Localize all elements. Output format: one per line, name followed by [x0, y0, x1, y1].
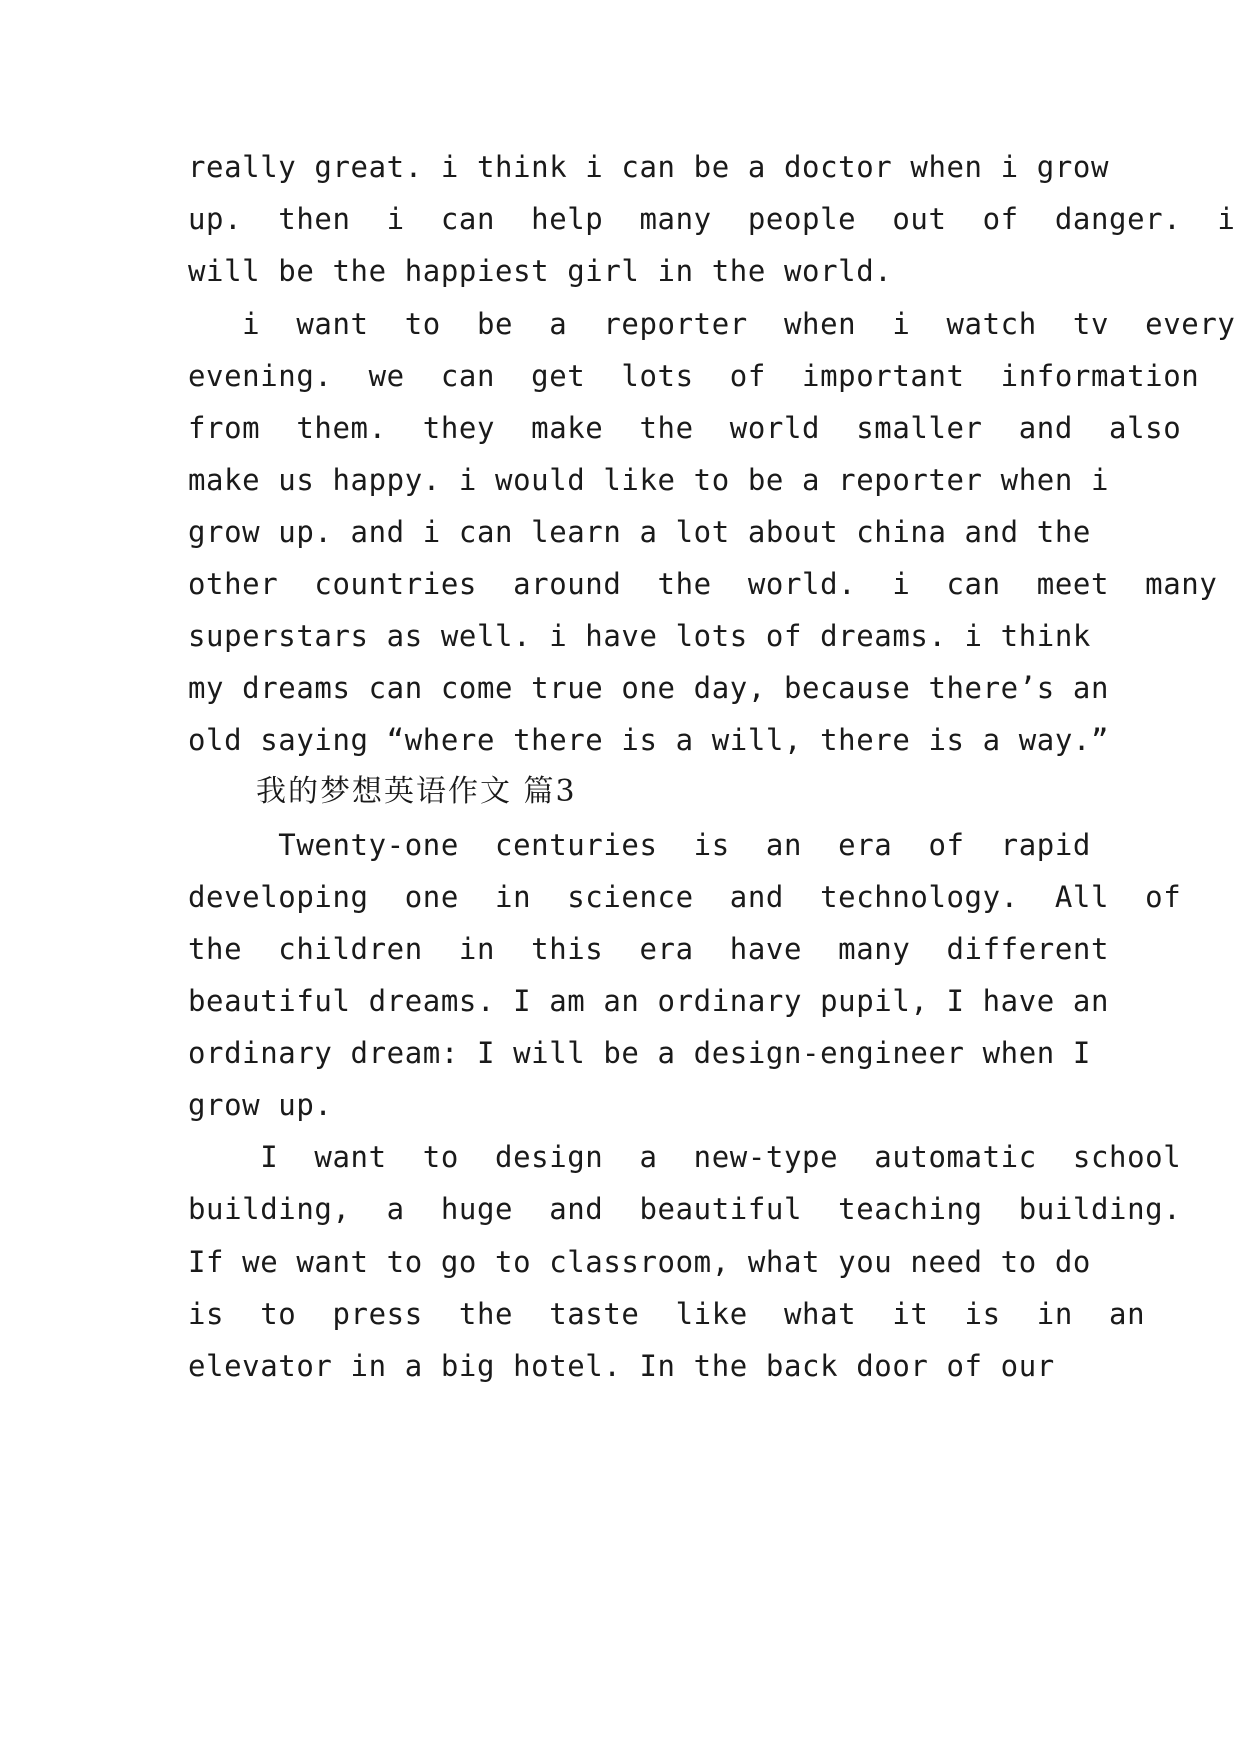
- text-line: elevator in a big hotel. In the back door of our: [188, 1349, 1055, 1383]
- text-line: other countries around the world. i can meet many: [188, 567, 1218, 601]
- text-line: beautiful dreams. I am an ordinary pupil, I have an: [188, 984, 1110, 1018]
- text-line: developing one in science and technology. All of: [188, 880, 1182, 914]
- text-line: I want to design a new-type automatic school: [188, 1140, 1182, 1174]
- text-line: the children in this era have many different: [188, 932, 1110, 966]
- text-line: from them. they make the world smaller and also: [188, 411, 1182, 445]
- text-line: evening. we can get lots of important information: [188, 359, 1200, 393]
- text-line: will be the happiest girl in the world.: [188, 254, 893, 288]
- text-line: my dreams can come true one day, because there’s an: [188, 671, 1110, 705]
- text-line: old saying “where there is a will, there is a way.”: [188, 723, 1110, 757]
- text-line: is to press the taste like what it is in an: [188, 1297, 1146, 1331]
- section-heading: 我的梦想英语作文 篇3: [256, 774, 577, 809]
- text-line: If we want to go to classroom, what you need to do: [188, 1245, 1091, 1279]
- text-line: ordinary dream: I will be a design-engineer when I: [188, 1036, 1091, 1070]
- text-line: grow up. and i can learn a lot about china and the: [188, 515, 1091, 549]
- text-line: grow up.: [188, 1088, 333, 1122]
- text-line: Twenty-one centuries is an era of rapid: [188, 828, 1091, 862]
- text-line: up. then i can help many people out of danger. i: [188, 202, 1236, 236]
- text-line: really great. i think i can be a doctor when i grow: [188, 150, 1110, 184]
- text-line: make us happy. i would like to be a reporter when i: [188, 463, 1110, 497]
- text-line: i want to be a reporter when i watch tv every: [188, 307, 1236, 341]
- text-line: superstars as well. i have lots of dreams. i think: [188, 619, 1091, 653]
- text-line: building, a huge and beautiful teaching building.: [188, 1192, 1182, 1226]
